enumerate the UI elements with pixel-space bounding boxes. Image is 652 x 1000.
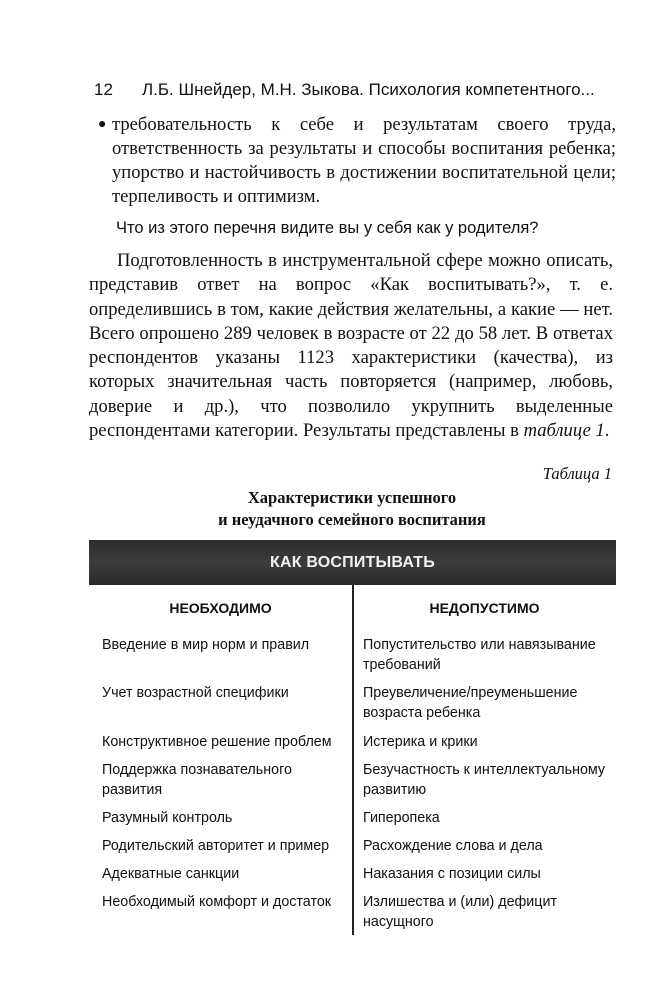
table-title bbox=[90, 487, 614, 531]
running-header bbox=[94, 80, 614, 100]
bullet-icon: ● bbox=[98, 117, 107, 132]
table-cell-left: Поддержка познавательного развития bbox=[102, 762, 292, 798]
body-paragraph bbox=[89, 249, 613, 443]
table-cell-left: Адекватные санкции bbox=[102, 866, 240, 882]
table-cell-left: Конструктивное решение проблем bbox=[102, 734, 332, 750]
table-cell-left: Разумный контроль bbox=[102, 810, 233, 826]
table-cell-right: Излишества и (или) дефицит насущного bbox=[363, 894, 558, 930]
running-title: Л.Б. Шнейдер, М.Н. Зыкова. Психология компетентного... bbox=[142, 80, 595, 99]
table-title-line-2: и неудачного семейного воспитания bbox=[218, 510, 486, 529]
table-cell-right: Безучастность к интеллектуальному развитию bbox=[363, 762, 606, 798]
table-header-text: КАК ВОСПИТЫВАТЬ bbox=[270, 553, 435, 571]
table-cell-right: Наказания с позиции силы bbox=[363, 866, 541, 882]
table-title-line-1: Характеристики успешного bbox=[247, 488, 457, 507]
table-cell-left: Введение в мир норм и правил bbox=[102, 637, 310, 653]
paragraph-text: Подготовленность в инструментальной сфере можно описать, представив ответ на вопрос «Как воспитывать?», т. е. определившись в том, какие действия желательны, а какие — нет. Всего опрошено 289 человек в возрасте от 22 до 58 лет. В ответах респондентов указаны 1123 характеристики (качества), из которых значительная часть повторяется (например, любовь, доверие и др.), что позволило укрупнить выделенные респондентами категории. Результаты представлены в bbox=[89, 250, 613, 442]
table-cell-left: Учет возрастной специфики bbox=[102, 685, 289, 701]
table-cell-right: Истерика и крики bbox=[363, 734, 478, 750]
table-cell-left: Родительский авторитет и пример bbox=[102, 838, 330, 854]
table-cell-right: Расхождение слова и дела bbox=[363, 838, 543, 854]
table-cell-right: Гиперопека bbox=[363, 810, 440, 826]
table-cell-right: Попустительство или навязывание требований bbox=[363, 637, 596, 673]
bullet-list-item bbox=[98, 113, 616, 209]
column-divider bbox=[352, 585, 354, 935]
column-heading-unacceptable: НЕДОПУСТИМО bbox=[429, 600, 540, 616]
table-cell-left: Необходимый комфорт и достаток bbox=[102, 894, 332, 910]
table-cell-right: Преувеличение/преуменьшение возраста ребенка bbox=[363, 685, 578, 721]
page-number: 12 bbox=[94, 80, 113, 99]
reader-question: Что из этого перечня видите вы у себя как у родителя? bbox=[116, 219, 539, 237]
table-label: Таблица 1 bbox=[542, 464, 612, 483]
bullet-item-text: требовательность к себе и результатам своего труда, ответственность за результаты и способы воспитания ребенка; упорство и настойчивость в достижении воспитательной цели; терпеливость и оптимизм. bbox=[112, 114, 616, 207]
table-reference: таблице 1 bbox=[523, 420, 605, 442]
table-header-bar bbox=[89, 540, 616, 585]
paragraph-end: . bbox=[604, 420, 610, 442]
column-heading-required: НЕОБХОДИМО bbox=[169, 600, 272, 616]
